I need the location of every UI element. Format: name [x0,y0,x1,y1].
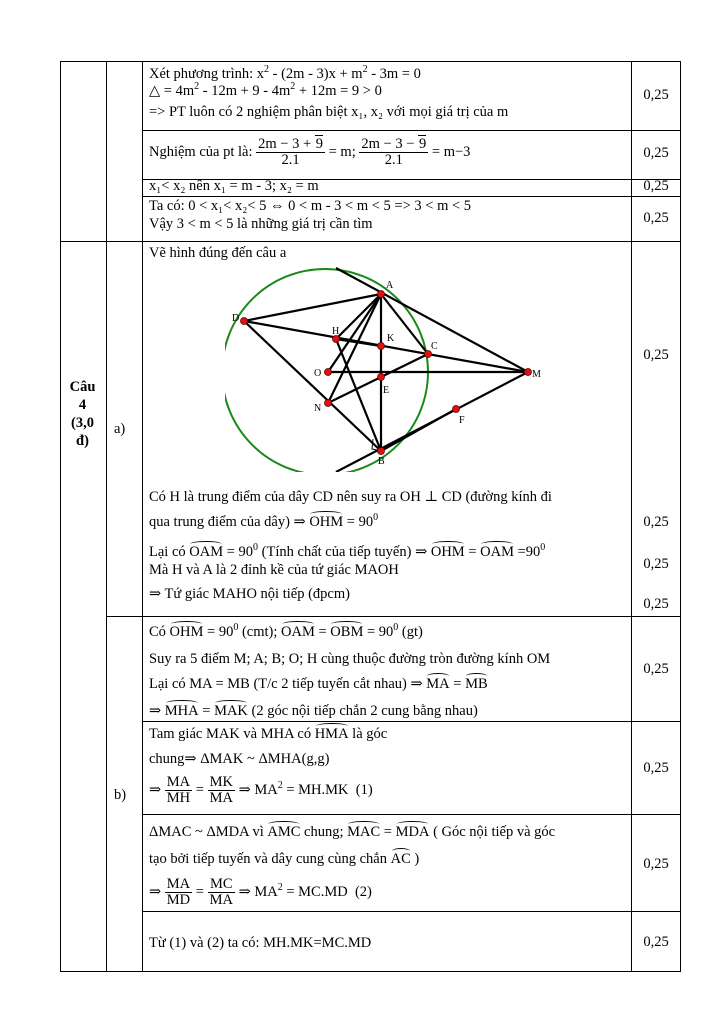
root-fraction-2: $\frac{2m - 3 - 9}{2.1}$ [361,136,427,169]
text-line: => PT luôn có 2 nghiệm phân biệt x₁, x₂ với mọi giá trị của m [149,104,509,120]
point-label: E [383,385,390,396]
root-fraction-1: $\frac{2m - 3 + 9}{2.1}$ [258,136,323,169]
figure-instruction: Vẽ hình đúng đến câu a [149,245,287,261]
text-line: Lại có MA = MB (T/c 2 tiếp tuyến cắt nhau) ⇒ MA = MB [149,676,488,692]
text-line: Ta có: 0 < x₁< x₂< 5 ⇔ 0 < m - 3 < m < 5 => 3 < m < 5 [149,198,472,214]
col-divider-1 [106,62,107,971]
part-a-label: a) [114,421,126,437]
roots-formula: Nghiệm của pt là: $\frac{2m - 3 + 9}{2.1}$ = m; $\frac{2m - 3 - 9}{2.1}$ = m−3 [149,136,471,169]
row-divider [142,721,680,722]
row-divider [142,814,680,815]
score: 0,25 [643,145,669,161]
point-label: A [386,280,394,291]
point-label: D [232,313,240,324]
text-line: chung⇒ ΔMAK ~ ΔMHA(g,g) [149,751,330,767]
point-label: O [314,368,322,379]
score: 0,25 [643,760,669,776]
score: 0,25 [643,87,669,103]
roots-label: Nghiệm của pt là: [149,144,253,160]
score: 0,25 [643,347,669,363]
point-label: C [431,341,438,352]
text-line: Có OHM = $90^0$ (cmt); OAM = OBM = $90^0$ (gt) [149,622,423,640]
score: 0,25 [643,178,669,194]
text-line: Có H là trung điểm của dây CD nên suy ra OH ⊥ CD (đường kính đi [149,489,552,505]
text-line: Từ (1) và (2) ta có: MH.MK=MC.MD [149,935,372,951]
text-line: Vậy 3 < m < 5 là những giá trị cần tìm [149,216,373,232]
score: 0,25 [643,856,669,872]
score: 0,25 [643,210,669,226]
question-label: Câu 4 (3,0 đ) [69,379,96,449]
point-label: H [332,326,340,337]
row-divider [142,196,680,197]
text-line: Lại có OAM = $90^0$ (Tính chất của tiếp tuyến) ⇒ OHM = OAM $=90^0$ [149,542,546,560]
geometry-figure [225,262,555,472]
score: 0,25 [643,934,669,950]
text-line: ⇒ Tứ giác MAHO nội tiếp (đpcm) [149,586,350,602]
point-label: B [378,456,385,467]
text-line: qua trung điểm của dây) ⇒ OHM = $90^0$ [149,512,379,530]
text-line: x₁< x₂ nên x₁ = m - 3; x₂ = m [149,178,319,194]
point-label: N [314,403,322,414]
text-line: Mà H và A là 2 đỉnh kề của tứ giác MAOH [149,562,399,578]
point-label: K [387,333,395,344]
text-line: △ = $4m^2 - 12m + 9 - 4m^2 + 12m = 9 > 0$ [149,81,382,99]
section-divider [106,616,680,617]
point-label: F [459,415,465,426]
text-line: ⇒ MHA = MAK (2 góc nội tiếp chắn 2 cung bằng nhau) [149,703,478,719]
text-line: Tam giác MAK và MHA có HMA là góc [149,726,388,742]
score: 0,25 [643,514,669,530]
text-line: tạo bởi tiếp tuyến và dây cung cùng chắn AC ) [149,851,420,867]
ratio-line-2: ⇒ $\frac{MA}{MD}$ = $\frac{MC}{MA}$ ⇒ $MA^2 = MC.MD$ (2) [149,876,372,909]
point-label: M [532,369,541,380]
text-line: Suy ra 5 điểm M; A; B; O; H cùng thuộc đường tròn đường kính OM [149,651,551,667]
score: 0,25 [643,596,669,612]
col-divider-2 [142,62,143,971]
score: 0,25 [643,556,669,572]
section-divider [61,241,680,242]
row-divider [142,911,680,912]
part-b-label: b) [114,787,127,803]
text-line: ΔMAC ~ ΔMDA vì AMC chung; MAC = MDA ( Góc nội tiếp và góc [149,824,556,840]
score: 0,25 [643,661,669,677]
ratio-line-1: ⇒ $\frac{MA}{MH}$ = $\frac{MK}{MA}$ ⇒ $MA^2 = MH.MK$ (1) [149,774,373,807]
text-line: Xét phương trình: $x^2 - (2m - 3)x + m^2 - 3m = 0$ [149,64,421,82]
row-divider [142,130,680,131]
